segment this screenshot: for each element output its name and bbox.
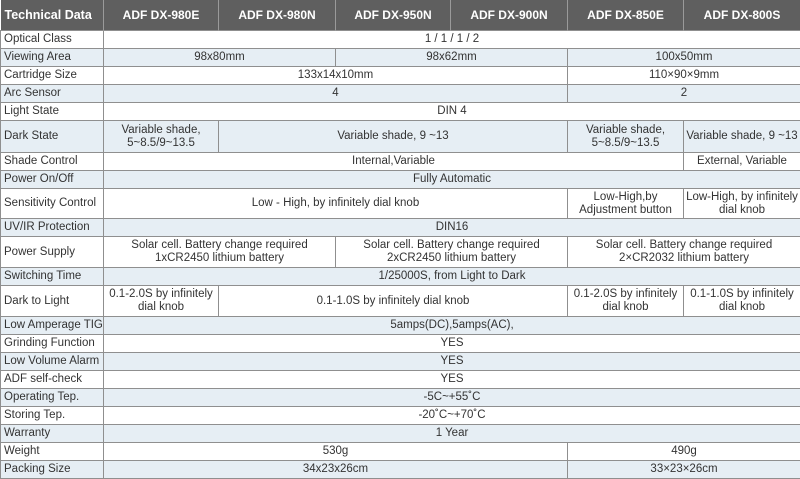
cell-value: Solar cell. Battery change required 2×CR2032 lithium battery — [568, 237, 800, 268]
row-operating-temp — [1, 389, 800, 407]
row-label: Dark State — [1, 121, 104, 153]
row-label: Operating Tep. — [1, 389, 104, 407]
row-weight — [1, 443, 800, 461]
cell-value: 1/25000S, from Light to Dark — [104, 268, 800, 286]
cell-value: 1 / 1 / 1 / 2 — [104, 31, 800, 49]
row-label: Warranty — [1, 425, 104, 443]
cell-value: 5amps(DC),5amps(AC), — [104, 317, 800, 335]
row-optical-class — [1, 31, 800, 49]
cell-value: 100x50mm — [568, 49, 800, 67]
cell-value: -20˚C~+70˚C — [104, 407, 800, 425]
cell-value: 34x23x26cm — [104, 461, 568, 479]
row-dark-state — [1, 121, 800, 153]
row-label: Arc Sensor — [1, 85, 104, 103]
row-switching-time — [1, 268, 800, 286]
row-power-onoff — [1, 171, 800, 189]
cell-value: -5C~+55˚C — [104, 389, 800, 407]
row-label: Low Amperage TIG — [1, 317, 104, 335]
cell-value: Internal,Variable — [104, 153, 684, 171]
cell-value: DIN 4 — [104, 103, 800, 121]
row-warranty — [1, 425, 800, 443]
cell-value: 98x62mm — [336, 49, 568, 67]
cell-value: Variable shade, 5~8.5/9~13.5 — [104, 121, 219, 153]
model-header: ADF DX-800S — [684, 0, 800, 31]
model-header: ADF DX-980E — [104, 0, 219, 31]
cell-value: 2 — [568, 85, 800, 103]
row-label: Cartridge Size — [1, 67, 104, 85]
model-header: ADF DX-950N — [336, 0, 451, 31]
row-label: Weight — [1, 443, 104, 461]
row-viewing-area — [1, 49, 800, 67]
cell-value: Variable shade, 5~8.5/9~13.5 — [568, 121, 684, 153]
row-packing-size — [1, 461, 800, 479]
cell-value: YES — [104, 353, 800, 371]
row-cartridge-size — [1, 67, 800, 85]
row-dark-to-light — [1, 286, 800, 317]
model-header: ADF DX-850E — [568, 0, 684, 31]
row-label: Shade Control — [1, 153, 104, 171]
row-label: Low Volume Alarm — [1, 353, 104, 371]
row-low-amperage-tig — [1, 317, 800, 335]
row-label: Packing Size — [1, 461, 104, 479]
header-label: Technical Data — [1, 0, 104, 31]
cell-value: DIN16 — [104, 219, 800, 237]
cell-value: 0.1-1.0S by infinitely dial knob — [684, 286, 800, 317]
row-label: Light State — [1, 103, 104, 121]
cell-value: 490g — [568, 443, 800, 461]
row-storing-temp — [1, 407, 800, 425]
cell-value: Variable shade, 9 ~13 — [219, 121, 568, 153]
row-label: Storing Tep. — [1, 407, 104, 425]
row-shade-control — [1, 153, 800, 171]
row-label: Dark to Light — [1, 286, 104, 317]
cell-value: YES — [104, 371, 800, 389]
cell-value: Solar cell. Battery change required 2xCR2450 lithium battery — [336, 237, 568, 268]
row-label: Power Supply — [1, 237, 104, 268]
cell-value: YES — [104, 335, 800, 353]
row-label: ADF self-check — [1, 371, 104, 389]
cell-value: 0.1-2.0S by infinitely dial knob — [104, 286, 219, 317]
cell-value: Variable shade, 9 ~13 — [684, 121, 800, 153]
row-label: UV/IR Protection — [1, 219, 104, 237]
model-header: ADF DX-900N — [451, 0, 568, 31]
cell-value: Low-High, by infinitely dial knob — [684, 189, 800, 219]
cell-value: Low-High,by Adjustment button — [568, 189, 684, 219]
row-label: Viewing Area — [1, 49, 104, 67]
row-grinding-function — [1, 335, 800, 353]
row-power-supply — [1, 237, 800, 268]
cell-value: 110×90×9mm — [568, 67, 800, 85]
row-light-state — [1, 103, 800, 121]
row-arc-sensor — [1, 85, 800, 103]
row-sensitivity-control — [1, 189, 800, 219]
cell-value: 0.1-1.0S by infinitely dial knob — [219, 286, 568, 317]
cell-value: External, Variable — [684, 153, 800, 171]
row-label: Power On/Off — [1, 171, 104, 189]
row-low-volume-alarm — [1, 353, 800, 371]
cell-value: 530g — [104, 443, 568, 461]
cell-value: 1 Year — [104, 425, 800, 443]
row-label: Switching Time — [1, 268, 104, 286]
row-label: Grinding Function — [1, 335, 104, 353]
cell-value: 33×23×26cm — [568, 461, 800, 479]
cell-value: 0.1-2.0S by infinitely dial knob — [568, 286, 684, 317]
row-label: Sensitivity Control — [1, 189, 104, 219]
cell-value: 133x14x10mm — [104, 67, 568, 85]
cell-value: 4 — [104, 85, 568, 103]
cell-value: 98x80mm — [104, 49, 336, 67]
row-uvir-protection — [1, 219, 800, 237]
cell-value: Fully Automatic — [104, 171, 800, 189]
cell-value: Low - High, by infinitely dial knob — [104, 189, 568, 219]
row-label: Optical Class — [1, 31, 104, 49]
cell-value: Solar cell. Battery change required 1xCR2450 lithium battery — [104, 237, 336, 268]
model-header: ADF DX-980N — [219, 0, 336, 31]
row-adf-self-check — [1, 371, 800, 389]
header-row — [1, 0, 800, 31]
